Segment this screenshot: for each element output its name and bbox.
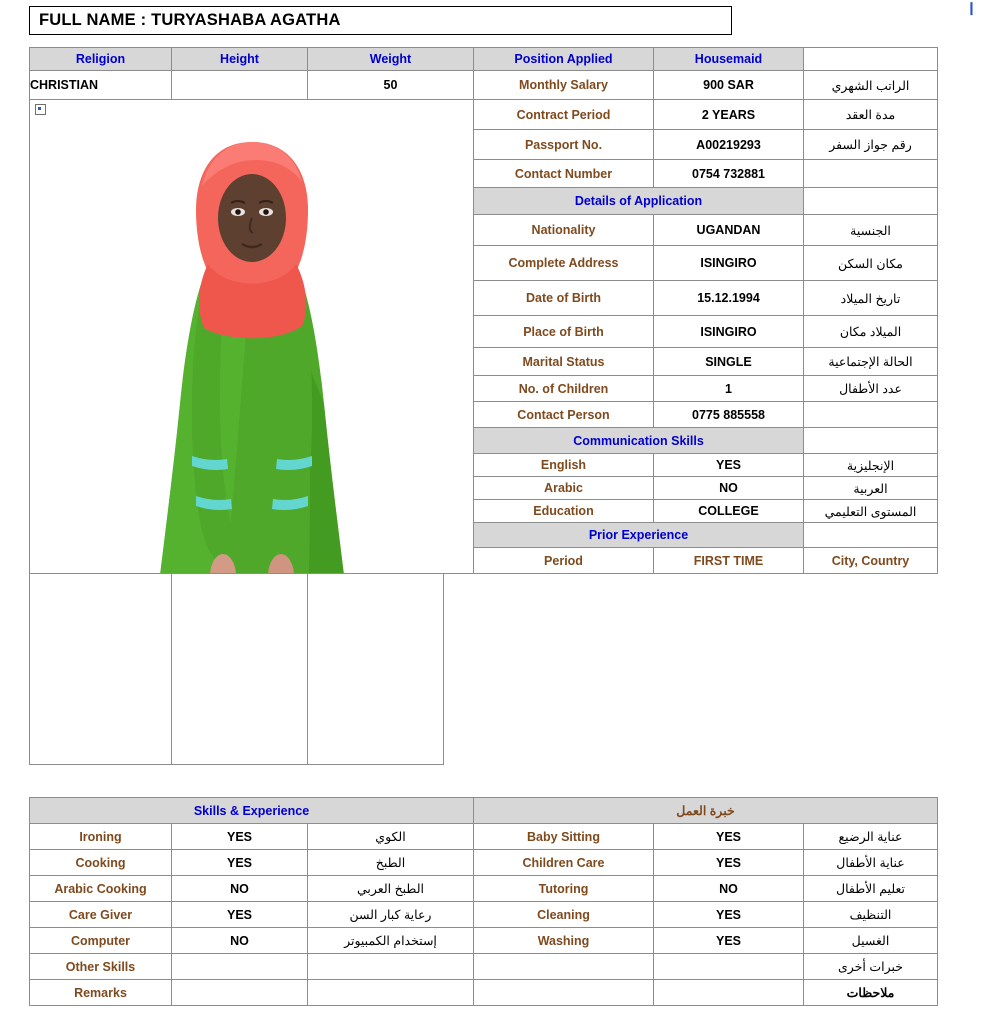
contact-number-label: Contact Number	[474, 160, 654, 188]
arabic-value: NO	[654, 477, 804, 500]
no-of-children-label: No. of Children	[474, 376, 654, 402]
washing-arabic: الغسيل	[804, 928, 938, 954]
ironing-value: YES	[172, 824, 308, 850]
nationality-value: UGANDAN	[654, 215, 804, 246]
city-country-header: City, Country	[804, 548, 938, 574]
contact-person-value: 0775 885558	[654, 402, 804, 428]
tutoring-value: NO	[654, 876, 804, 902]
contact-person-arabic	[804, 402, 938, 428]
baby-sitting-arabic: عناية الرضيع	[804, 824, 938, 850]
education-arabic: المستوى التعليمي	[804, 500, 938, 523]
table-row	[30, 574, 938, 765]
passport-no-value: A00219293	[654, 130, 804, 160]
header-spacer-cell	[804, 48, 938, 71]
date-of-birth-arabic: تاريخ الميلاد	[804, 281, 938, 316]
experience-empty-cell	[172, 574, 308, 765]
communication-section-title: Communication Skills	[474, 428, 804, 454]
cleaning-arabic: التنظيف	[804, 902, 938, 928]
complete-address-value: ISINGIRO	[654, 246, 804, 281]
table-row	[30, 928, 938, 954]
no-of-children-arabic: عدد الأطفال	[804, 376, 938, 402]
position-applied-value: Housemaid	[654, 48, 804, 71]
nationality-label: Nationality	[474, 215, 654, 246]
prior-experience-section-spacer	[804, 523, 938, 548]
table-row	[30, 100, 938, 130]
english-arabic: الإنجليزية	[804, 454, 938, 477]
details-section-spacer	[804, 188, 938, 215]
education-label: Education	[474, 500, 654, 523]
image-anchor-icon	[35, 104, 46, 115]
arabic-cooking-value: NO	[172, 876, 308, 902]
weight-header: Weight	[308, 48, 474, 71]
applicant-photo-illustration	[92, 114, 412, 573]
height-header: Height	[172, 48, 308, 71]
prior-experience-section-title: Prior Experience	[474, 523, 804, 548]
passport-no-arabic: رقم جواز السفر	[804, 130, 938, 160]
computer-arabic: إستخدام الكمبيوتر	[308, 928, 474, 954]
education-value: COLLEGE	[654, 500, 804, 523]
communication-section-spacer	[804, 428, 938, 454]
table-row	[30, 876, 938, 902]
weight-value: 50	[308, 71, 474, 100]
remarks-right-empty	[474, 980, 654, 1006]
cleaning-value: YES	[654, 902, 804, 928]
ironing-arabic: الكوي	[308, 824, 474, 850]
table-row	[30, 902, 938, 928]
table-row	[30, 850, 938, 876]
contact-person-label: Contact Person	[474, 402, 654, 428]
position-applied-header: Position Applied	[474, 48, 654, 71]
skills-section-title: Skills & Experience	[30, 798, 474, 824]
table-row	[30, 954, 938, 980]
table-row	[30, 71, 938, 100]
other-skills-label: Other Skills	[30, 954, 172, 980]
care-giver-arabic: رعاية كبار السن	[308, 902, 474, 928]
washing-label: Washing	[474, 928, 654, 954]
tutoring-label: Tutoring	[474, 876, 654, 902]
remarks-arabic: ملاحظات	[804, 980, 938, 1006]
nationality-arabic: الجنسية	[804, 215, 938, 246]
arabic-arabic: العربية	[804, 477, 938, 500]
computer-label: Computer	[30, 928, 172, 954]
city-country-empty-cell	[308, 574, 444, 765]
skills-section-title-arabic: خبرة العمل	[474, 798, 938, 824]
date-of-birth-label: Date of Birth	[474, 281, 654, 316]
applicant-photo-cell	[30, 100, 474, 574]
place-of-birth-arabic: الميلاد مكان	[804, 316, 938, 348]
english-label: English	[474, 454, 654, 477]
religion-value: CHRISTIAN	[30, 71, 172, 100]
care-giver-value: YES	[172, 902, 308, 928]
table-row	[30, 798, 938, 824]
english-value: YES	[654, 454, 804, 477]
details-section-title: Details of Application	[474, 188, 804, 215]
main-info-table	[29, 47, 938, 765]
skills-experience-table	[29, 797, 938, 1006]
computer-value: NO	[172, 928, 308, 954]
date-of-birth-value: 15.12.1994	[654, 281, 804, 316]
contract-period-label: Contract Period	[474, 100, 654, 130]
remarks-value	[172, 980, 308, 1006]
full-name-text: FULL NAME : TURYASHABA AGATHA	[39, 11, 341, 29]
place-of-birth-label: Place of Birth	[474, 316, 654, 348]
arabic-cooking-label: Arabic Cooking	[30, 876, 172, 902]
remarks-right-value	[654, 980, 804, 1006]
other-skills-value	[172, 954, 308, 980]
other-skills-right-empty	[474, 954, 654, 980]
other-skills-arabic-spacer	[308, 954, 474, 980]
contract-period-value: 2 YEARS	[654, 100, 804, 130]
table-row	[30, 824, 938, 850]
remarks-arabic-spacer	[308, 980, 474, 1006]
table-row	[30, 980, 938, 1006]
arabic-cooking-arabic: الطبخ العربي	[308, 876, 474, 902]
children-care-label: Children Care	[474, 850, 654, 876]
tutoring-arabic: تعليم الأطفال	[804, 876, 938, 902]
table-row	[30, 48, 938, 71]
monthly-salary-value: 900 SAR	[654, 71, 804, 100]
no-of-children-value: 1	[654, 376, 804, 402]
period-header: Period	[474, 548, 654, 574]
other-skills-arabic: خبرات أخرى	[804, 954, 938, 980]
corner-mark-icon: ❙	[966, 0, 977, 15]
monthly-salary-arabic: الراتب الشهري	[804, 71, 938, 100]
washing-value: YES	[654, 928, 804, 954]
passport-no-label: Passport No.	[474, 130, 654, 160]
baby-sitting-value: YES	[654, 824, 804, 850]
applicant-photo	[30, 100, 473, 573]
children-care-value: YES	[654, 850, 804, 876]
complete-address-arabic: مكان السكن	[804, 246, 938, 281]
ironing-label: Ironing	[30, 824, 172, 850]
cooking-value: YES	[172, 850, 308, 876]
contact-number-value: 0754 732881	[654, 160, 804, 188]
baby-sitting-label: Baby Sitting	[474, 824, 654, 850]
full-name-bar	[29, 6, 732, 35]
children-care-arabic: عناية الأطفال	[804, 850, 938, 876]
place-of-birth-value: ISINGIRO	[654, 316, 804, 348]
religion-header: Religion	[30, 48, 172, 71]
other-skills-right-value	[654, 954, 804, 980]
monthly-salary-label: Monthly Salary	[474, 71, 654, 100]
marital-status-value: SINGLE	[654, 348, 804, 376]
remarks-label: Remarks	[30, 980, 172, 1006]
height-value	[172, 71, 308, 100]
care-giver-label: Care Giver	[30, 902, 172, 928]
cleaning-label: Cleaning	[474, 902, 654, 928]
cooking-label: Cooking	[30, 850, 172, 876]
arabic-label: Arabic	[474, 477, 654, 500]
contract-period-arabic: مدة العقد	[804, 100, 938, 130]
contact-number-arabic	[804, 160, 938, 188]
marital-status-label: Marital Status	[474, 348, 654, 376]
complete-address-label: Complete Address	[474, 246, 654, 281]
marital-status-arabic: الحالة الإجتماعية	[804, 348, 938, 376]
period-empty-cell	[30, 574, 172, 765]
cooking-arabic: الطبخ	[308, 850, 474, 876]
first-time-value: FIRST TIME	[654, 548, 804, 574]
